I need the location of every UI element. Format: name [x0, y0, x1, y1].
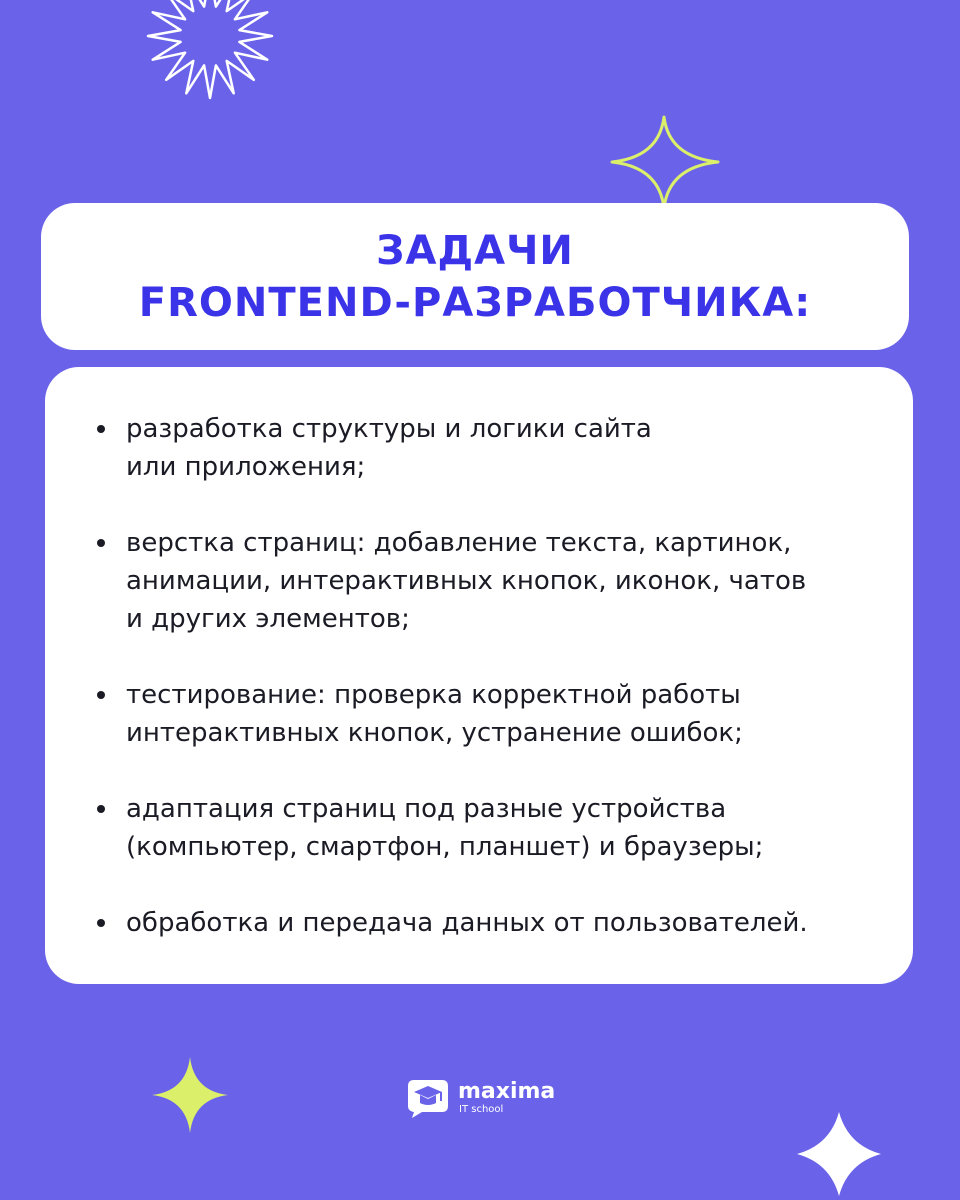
bullet-icon	[97, 919, 105, 927]
list-item-text: тестирование: проверка корректной работы	[126, 680, 741, 710]
sparkle-yellow-icon	[150, 1055, 230, 1135]
list-item-text: (компьютер, смартфон, планшет) и браузеры;	[126, 832, 764, 862]
task-list	[45, 410, 913, 942]
page-title-line-1: ЗАДАЧИ	[376, 227, 574, 274]
brand-subtitle: IT school	[459, 1104, 504, 1115]
sparkle-yellow-icon	[610, 115, 720, 210]
graduation-cap-icon	[404, 1076, 452, 1120]
tasks-card	[45, 367, 913, 984]
list-item	[45, 790, 913, 866]
list-item-text: анимации, интерактивных кнопок, иконок, чатов	[126, 566, 807, 596]
page-title-line-2: FRONTEND-РАЗРАБОТЧИКА:	[138, 279, 812, 326]
list-item-text: верстка страниц: добавление текста, картинок,	[126, 528, 792, 558]
list-item-text: или приложения;	[126, 452, 366, 482]
list-item-text: адаптация страниц под разные устройства	[126, 794, 727, 824]
sparkle-white-icon	[793, 1108, 885, 1200]
list-item	[45, 904, 913, 942]
bullet-icon	[97, 425, 105, 433]
list-item	[45, 676, 913, 752]
list-item-text: интерактивных кнопок, устранение ошибок;	[126, 718, 743, 748]
list-item	[45, 410, 913, 486]
bullet-icon	[97, 805, 105, 813]
list-item	[45, 524, 913, 638]
list-item-text: обработка и передача данных от пользователей.	[126, 908, 808, 938]
brand-text	[458, 1080, 555, 1116]
bullet-icon	[97, 539, 105, 547]
brand-name: maxima	[458, 1079, 556, 1104]
list-item-text: и других элементов;	[126, 604, 410, 634]
bullet-icon	[97, 691, 105, 699]
list-item-text: разработка структуры и логики сайта	[126, 414, 652, 444]
title-card	[41, 203, 909, 350]
starburst-outline-icon	[140, 0, 280, 100]
brand-logo	[404, 1073, 555, 1123]
